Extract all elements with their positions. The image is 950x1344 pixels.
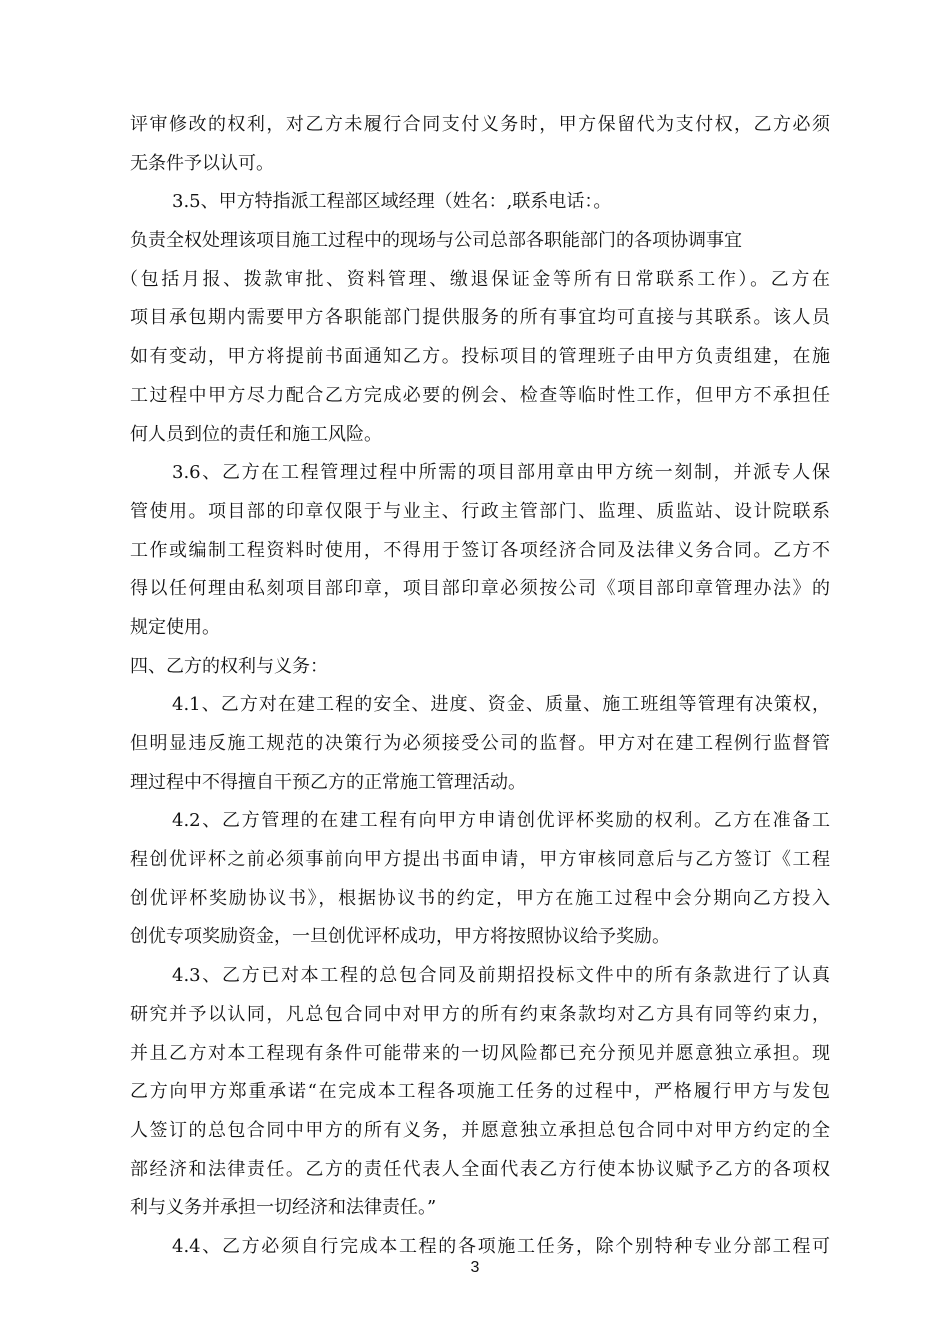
text-line: 评审修改的权利，对乙方未履行合同支付义务时，甲方保留代为支付权，乙方必须 <box>130 114 830 135</box>
body-text <box>120 106 830 1267</box>
text-line: 理过程中不得擅自干预乙方的正常施工管理活动。 <box>130 771 526 793</box>
text-line: 规定使用。 <box>130 616 220 638</box>
text-line: 工过程中甲方尽力配合乙方完成必要的例会、检查等临时性工作，但甲方不承担任 <box>130 384 830 406</box>
text-line: 人签订的总包合同中甲方的所有义务，并愿意独立承担总包合同中对甲方约定的全 <box>130 1119 830 1141</box>
text-line: 何人员到位的责任和施工风险。 <box>130 423 382 445</box>
text-line: 4.4、乙方必须自行完成本工程的各项施工任务，除个别特种专业分部工程可 <box>172 1235 830 1257</box>
text-line: 项目承包期内需要甲方各职能部门提供服务的所有事宜均可直接与其联系。该人员 <box>130 307 830 329</box>
text-line: （包括月报、拨款审批、资料管理、缴退保证金等所有日常联系工作）。乙方在 <box>120 268 830 290</box>
text-line: 部经济和法律责任。乙方的责任代表人全面代表乙方行使本协议赋予乙方的各项权 <box>130 1158 830 1180</box>
text-line: 乙方向甲方郑重承诺“在完成本工程各项施工任务的过程中，严格履行甲方与发包 <box>130 1081 830 1103</box>
text-line: 程创优评杯之前必须事前向甲方提出书面申请，甲方审核同意后与乙方签订《工程 <box>130 849 830 871</box>
text-line: 无条件予以认可。 <box>130 152 274 174</box>
text-line: 但明显违反施工规范的决策行为必须接受公司的监督。甲方对在建工程例行监督管 <box>130 733 830 754</box>
text-line: 4.3、乙方已对本工程的总包合同及前期招投标文件中的所有条款进行了认真 <box>172 965 830 987</box>
text-line: 创优专项奖励资金，一旦创优评杯成功，甲方将按照协议给予奖励。 <box>130 926 670 948</box>
text-line: 负责全权处理该项目施工过程中的现场与公司总部各职能部门的各项协调事宜 <box>130 230 742 252</box>
text-line: 研究并予以认同，凡总包合同中对甲方的所有约束条款均对乙方具有同等约束力， <box>130 1003 830 1025</box>
text-line: 如有变动，甲方将提前书面通知乙方。投标项目的管理班子由甲方负责组建，在施 <box>130 346 830 368</box>
text-line: 3.5、甲方特指派工程部区域经理（姓名：,联系电话：。 <box>172 191 612 213</box>
text-line: 创优评杯奖励协议书》，根据协议书的约定，甲方在施工过程中会分期向乙方投入 <box>130 887 830 909</box>
section-heading: 四、乙方的权利与义务： <box>130 655 328 677</box>
text-line: 3.6、乙方在工程管理过程中所需的项目部用章由甲方统一刻制，并派专人保 <box>172 462 830 484</box>
page-number: 3 <box>470 1259 480 1276</box>
text-line: 得以任何理由私刻项目部印章，项目部印章必须按公司《项目部印章管理办法》的 <box>130 578 830 600</box>
text-line: 4.2、乙方管理的在建工程有向甲方申请创优评杯奖励的权利。乙方在准备工 <box>172 810 830 832</box>
text-line: 管使用。项目部的印章仅限于与业主、行政主管部门、监理、质监站、设计院联系 <box>130 500 830 522</box>
text-line: 工作或编制工程资料时使用，不得用于签订各项经济合同及法律义务合同。乙方不 <box>130 539 830 561</box>
text-line: 并且乙方对本工程现有条件可能带来的一切风险都已充分预见并愿意独立承担。现 <box>130 1042 830 1064</box>
text-line: 利与义务并承担一切经济和法律责任。” <box>130 1197 437 1219</box>
text-line: 4.1、乙方对在建工程的安全、进度、资金、质量、施工班组等管理有决策权， <box>172 694 830 716</box>
